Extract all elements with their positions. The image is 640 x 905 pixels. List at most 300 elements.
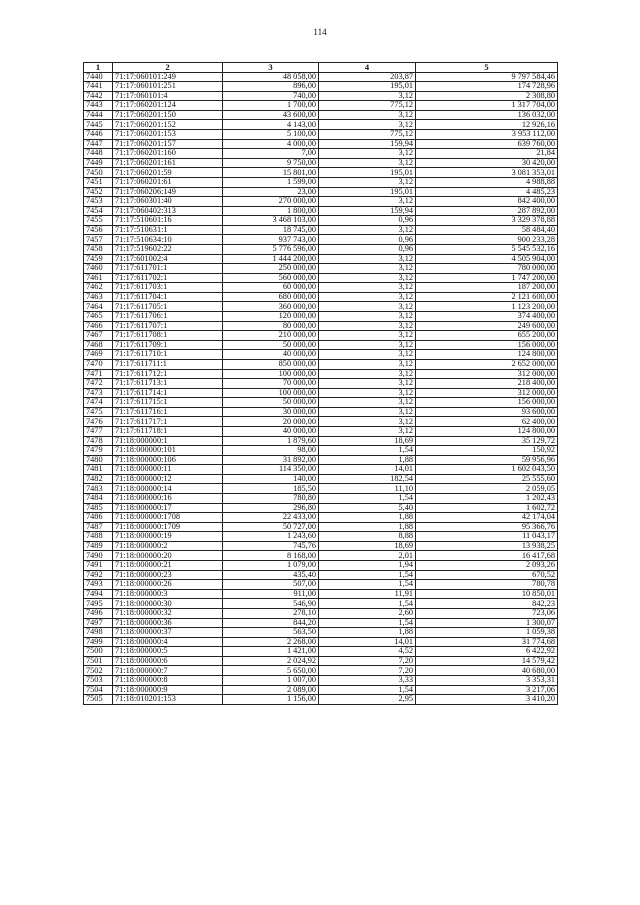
area-cell: 1 800,00	[223, 206, 319, 216]
table-row	[84, 656, 558, 666]
row-number-cell: 7498	[84, 628, 113, 638]
rate-cell: 8,88	[319, 532, 416, 542]
table-row	[84, 465, 558, 475]
value-cell: 1 602 043,50	[416, 465, 558, 475]
cadastral-number-cell: 71:18:000000:37	[113, 628, 223, 638]
area-cell: 250 000,00	[223, 264, 319, 274]
table-row	[84, 177, 558, 187]
row-number-cell: 7479	[84, 446, 113, 456]
value-cell: 3 329 378,88	[416, 216, 558, 226]
area-cell: 546,90	[223, 599, 319, 609]
value-cell: 11 043,17	[416, 532, 558, 542]
table-row	[84, 197, 558, 207]
row-number-cell: 7441	[84, 82, 113, 92]
header-row	[84, 63, 558, 73]
cadastral-number-cell: 71:18:000000:3	[113, 589, 223, 599]
area-cell: 15 801,00	[223, 168, 319, 178]
rate-cell: 0,96	[319, 216, 416, 226]
area-cell: 3 468 103,00	[223, 216, 319, 226]
rate-cell: 3,12	[319, 369, 416, 379]
table-row	[84, 264, 558, 274]
page-number: 114	[313, 27, 327, 37]
table-row	[84, 244, 558, 254]
cadastral-number-cell: 71:18:000000:23	[113, 570, 223, 580]
value-cell: 3 353,31	[416, 676, 558, 686]
rate-cell: 159,94	[319, 139, 416, 149]
table-row	[84, 446, 558, 456]
table-row	[84, 139, 558, 149]
area-cell: 60 000,00	[223, 283, 319, 293]
area-cell: 911,00	[223, 589, 319, 599]
row-number-cell: 7478	[84, 436, 113, 446]
row-number-cell: 7504	[84, 685, 113, 695]
cadastral-number-cell: 71:17:611706:1	[113, 312, 223, 322]
value-cell: 2 308,80	[416, 91, 558, 101]
area-cell: 210 000,00	[223, 331, 319, 341]
row-number-cell: 7443	[84, 101, 113, 111]
column-header-3: 3	[223, 63, 319, 73]
row-number-cell: 7453	[84, 197, 113, 207]
table-row	[84, 273, 558, 283]
value-cell: 3 953 112,00	[416, 130, 558, 140]
area-cell: 296,80	[223, 503, 319, 513]
row-number-cell: 7465	[84, 312, 113, 322]
area-cell: 40 000,00	[223, 350, 319, 360]
row-number-cell: 7472	[84, 379, 113, 389]
value-cell: 3 410,20	[416, 695, 558, 705]
row-number-cell: 7489	[84, 541, 113, 551]
table-row	[84, 695, 558, 705]
table-row	[84, 503, 558, 513]
rate-cell: 1,88	[319, 628, 416, 638]
row-number-cell: 7446	[84, 130, 113, 140]
value-cell: 842 400,00	[416, 197, 558, 207]
table-row	[84, 666, 558, 676]
cadastral-number-cell: 71:18:000000:1709	[113, 522, 223, 532]
rate-cell: 3,12	[319, 340, 416, 350]
row-number-cell: 7494	[84, 589, 113, 599]
value-cell: 780,78	[416, 580, 558, 590]
table-body	[84, 72, 558, 704]
rate-cell: 1,54	[319, 494, 416, 504]
value-cell: 842,23	[416, 599, 558, 609]
cadastral-number-cell: 71:17:519602:22	[113, 244, 223, 254]
cadastral-number-cell: 71:18:000000:26	[113, 580, 223, 590]
table-row	[84, 120, 558, 130]
area-cell: 7,00	[223, 149, 319, 159]
value-cell: 187 200,00	[416, 283, 558, 293]
row-number-cell: 7442	[84, 91, 113, 101]
table-row	[84, 369, 558, 379]
cadastral-number-cell: 71:18:000000:9	[113, 685, 223, 695]
cadastral-number-cell: 71:17:611713:1	[113, 379, 223, 389]
table-row	[84, 398, 558, 408]
area-cell: 100 000,00	[223, 388, 319, 398]
column-header-5: 5	[416, 63, 558, 73]
rate-cell: 195,01	[319, 82, 416, 92]
table-row	[84, 321, 558, 331]
area-cell: 20 000,00	[223, 417, 319, 427]
rate-cell: 1,54	[319, 599, 416, 609]
area-cell: 114 350,00	[223, 465, 319, 475]
area-cell: 98,00	[223, 446, 319, 456]
area-cell: 40 000,00	[223, 426, 319, 436]
value-cell: 12 926,16	[416, 120, 558, 130]
area-cell: 680 000,00	[223, 292, 319, 302]
rate-cell: 195,01	[319, 187, 416, 197]
rate-cell: 1,54	[319, 580, 416, 590]
value-cell: 1 300,07	[416, 618, 558, 628]
value-cell: 58 484,40	[416, 225, 558, 235]
row-number-cell: 7501	[84, 656, 113, 666]
table-row	[84, 522, 558, 532]
value-cell: 287 892,00	[416, 206, 558, 216]
table-row	[84, 513, 558, 523]
value-cell: 1 123 200,00	[416, 302, 558, 312]
area-cell: 850 000,00	[223, 359, 319, 369]
area-cell: 140,00	[223, 474, 319, 484]
table-row	[84, 302, 558, 312]
cadastral-number-cell: 71:17:611702:1	[113, 273, 223, 283]
table-row	[84, 110, 558, 120]
rate-cell: 1,54	[319, 570, 416, 580]
rate-cell: 0,96	[319, 235, 416, 245]
row-number-cell: 7481	[84, 465, 113, 475]
table-row	[84, 426, 558, 436]
area-cell: 100 000,00	[223, 369, 319, 379]
cadastral-number-cell: 71:18:000000:30	[113, 599, 223, 609]
area-cell: 5 650,00	[223, 666, 319, 676]
row-number-cell: 7450	[84, 168, 113, 178]
table-row	[84, 292, 558, 302]
row-number-cell: 7464	[84, 302, 113, 312]
cadastral-number-cell: 71:17:060201:61	[113, 177, 223, 187]
table-row	[84, 417, 558, 427]
rate-cell: 3,12	[319, 321, 416, 331]
row-number-cell: 7475	[84, 407, 113, 417]
table-row	[84, 532, 558, 542]
value-cell: 3 081 353,01	[416, 168, 558, 178]
value-cell: 4 988,88	[416, 177, 558, 187]
value-cell: 174 728,96	[416, 82, 558, 92]
table-row	[84, 82, 558, 92]
rate-cell: 3,12	[319, 225, 416, 235]
table-row	[84, 350, 558, 360]
rate-cell: 18,69	[319, 436, 416, 446]
area-cell: 22 433,00	[223, 513, 319, 523]
value-cell: 14 579,42	[416, 656, 558, 666]
table-row	[84, 187, 558, 197]
rate-cell: 0,96	[319, 244, 416, 254]
cadastral-number-cell: 71:17:060101:251	[113, 82, 223, 92]
area-cell: 8 168,00	[223, 551, 319, 561]
table-row	[84, 474, 558, 484]
rate-cell: 3,12	[319, 158, 416, 168]
area-cell: 360 000,00	[223, 302, 319, 312]
value-cell: 21,84	[416, 149, 558, 159]
row-number-cell: 7483	[84, 484, 113, 494]
rate-cell: 4,52	[319, 647, 416, 657]
rate-cell: 3,12	[319, 312, 416, 322]
table-row	[84, 225, 558, 235]
cadastral-number-cell: 71:17:060301:40	[113, 197, 223, 207]
row-number-cell: 7487	[84, 522, 113, 532]
area-cell: 1 599,00	[223, 177, 319, 187]
cadastral-number-cell: 71:17:611714:1	[113, 388, 223, 398]
row-number-cell: 7461	[84, 273, 113, 283]
cadastral-number-cell: 71:18:000000:101	[113, 446, 223, 456]
rate-cell: 3,12	[319, 331, 416, 341]
value-cell: 312 000,00	[416, 388, 558, 398]
rate-cell: 3,12	[319, 292, 416, 302]
area-cell: 563,50	[223, 628, 319, 638]
value-cell: 2 093,26	[416, 561, 558, 571]
cadastral-number-cell: 71:17:060206:149	[113, 187, 223, 197]
area-cell: 30 000,00	[223, 407, 319, 417]
row-number-cell: 7502	[84, 666, 113, 676]
value-cell: 1 202,43	[416, 494, 558, 504]
area-cell: 2 089,00	[223, 685, 319, 695]
area-cell: 1 879,60	[223, 436, 319, 446]
rate-cell: 3,12	[319, 149, 416, 159]
cadastral-number-cell: 71:18:000000:1708	[113, 513, 223, 523]
rate-cell: 1,88	[319, 522, 416, 532]
table-row	[84, 570, 558, 580]
cadastral-number-cell: 71:18:000000:106	[113, 455, 223, 465]
row-number-cell: 7468	[84, 340, 113, 350]
table-row	[84, 618, 558, 628]
area-cell: 185,50	[223, 484, 319, 494]
cadastral-value-table	[83, 62, 558, 705]
row-number-cell: 7471	[84, 369, 113, 379]
row-number-cell: 7482	[84, 474, 113, 484]
row-number-cell: 7451	[84, 177, 113, 187]
value-cell: 723,06	[416, 608, 558, 618]
table-row	[84, 599, 558, 609]
cadastral-number-cell: 71:17:611716:1	[113, 407, 223, 417]
rate-cell: 3,12	[319, 350, 416, 360]
area-cell: 844,20	[223, 618, 319, 628]
table-row	[84, 168, 558, 178]
value-cell: 124 800,00	[416, 350, 558, 360]
area-cell: 1 243,60	[223, 532, 319, 542]
cadastral-number-cell: 71:17:060101:4	[113, 91, 223, 101]
area-cell: 4 000,00	[223, 139, 319, 149]
area-cell: 9 750,00	[223, 158, 319, 168]
table-row	[84, 589, 558, 599]
cadastral-number-cell: 71:17:060101:249	[113, 72, 223, 82]
rate-cell: 203,87	[319, 72, 416, 82]
row-number-cell: 7497	[84, 618, 113, 628]
table-row	[84, 676, 558, 686]
table-row	[84, 331, 558, 341]
row-number-cell: 7458	[84, 244, 113, 254]
row-number-cell: 7452	[84, 187, 113, 197]
table-row	[84, 580, 558, 590]
rate-cell: 7,20	[319, 656, 416, 666]
value-cell: 2 652 000,00	[416, 359, 558, 369]
rate-cell: 3,12	[319, 91, 416, 101]
value-cell: 156 000,00	[416, 398, 558, 408]
cadastral-number-cell: 71:18:000000:21	[113, 561, 223, 571]
row-number-cell: 7447	[84, 139, 113, 149]
cadastral-number-cell: 71:18:000000:6	[113, 656, 223, 666]
area-cell: 937 743,00	[223, 235, 319, 245]
row-number-cell: 7455	[84, 216, 113, 226]
rate-cell: 3,12	[319, 254, 416, 264]
cadastral-number-cell: 71:18:000000:8	[113, 676, 223, 686]
rate-cell: 3,12	[319, 197, 416, 207]
cadastral-number-cell: 71:17:611711:1	[113, 359, 223, 369]
table-row	[84, 541, 558, 551]
value-cell: 3 217,06	[416, 685, 558, 695]
area-cell: 1 444 200,00	[223, 254, 319, 264]
rate-cell: 195,01	[319, 168, 416, 178]
table-row	[84, 254, 558, 264]
row-number-cell: 7460	[84, 264, 113, 274]
value-cell: 4 485,23	[416, 187, 558, 197]
cadastral-number-cell: 71:18:000000:36	[113, 618, 223, 628]
cadastral-number-cell: 71:17:611718:1	[113, 426, 223, 436]
cadastral-number-cell: 71:18:000000:14	[113, 484, 223, 494]
rate-cell: 2,60	[319, 608, 416, 618]
area-cell: 896,00	[223, 82, 319, 92]
table-row	[84, 101, 558, 111]
area-cell: 43 600,00	[223, 110, 319, 120]
rate-cell: 3,12	[319, 417, 416, 427]
value-cell: 9 797 584,46	[416, 72, 558, 82]
row-number-cell: 7449	[84, 158, 113, 168]
row-number-cell: 7445	[84, 120, 113, 130]
area-cell: 2 268,00	[223, 637, 319, 647]
value-cell: 655 200,00	[416, 331, 558, 341]
rate-cell: 18,69	[319, 541, 416, 551]
value-cell: 156 000,00	[416, 340, 558, 350]
rate-cell: 3,12	[319, 283, 416, 293]
value-cell: 218 400,00	[416, 379, 558, 389]
row-number-cell: 7476	[84, 417, 113, 427]
area-cell: 1 079,00	[223, 561, 319, 571]
table-row	[84, 283, 558, 293]
cadastral-number-cell: 71:17:611701:1	[113, 264, 223, 274]
value-cell: 40 680,00	[416, 666, 558, 676]
row-number-cell: 7486	[84, 513, 113, 523]
rate-cell: 7,20	[319, 666, 416, 676]
row-number-cell: 7444	[84, 110, 113, 120]
cadastral-number-cell: 71:17:611705:1	[113, 302, 223, 312]
rate-cell: 3,12	[319, 426, 416, 436]
value-cell: 59 956,96	[416, 455, 558, 465]
table-row	[84, 206, 558, 216]
value-cell: 312 000,00	[416, 369, 558, 379]
rate-cell: 3,12	[319, 379, 416, 389]
cadastral-number-cell: 71:18:000000:16	[113, 494, 223, 504]
value-cell: 249 600,00	[416, 321, 558, 331]
column-header-4: 4	[319, 63, 416, 73]
value-cell: 10 850,01	[416, 589, 558, 599]
rate-cell: 3,12	[319, 388, 416, 398]
value-cell: 2 121 600,00	[416, 292, 558, 302]
area-cell: 50 000,00	[223, 340, 319, 350]
rate-cell: 2,01	[319, 551, 416, 561]
rate-cell: 1,54	[319, 618, 416, 628]
table-row	[84, 628, 558, 638]
row-number-cell: 7496	[84, 608, 113, 618]
rate-cell: 1,88	[319, 455, 416, 465]
table-row	[84, 685, 558, 695]
table-row	[84, 340, 558, 350]
cadastral-number-cell: 71:18:000000:17	[113, 503, 223, 513]
table-row	[84, 436, 558, 446]
value-cell: 780 000,00	[416, 264, 558, 274]
rate-cell: 3,12	[319, 407, 416, 417]
value-cell: 1 747 200,00	[416, 273, 558, 283]
row-number-cell: 7492	[84, 570, 113, 580]
table-row	[84, 494, 558, 504]
rate-cell: 3,33	[319, 676, 416, 686]
value-cell: 25 555,60	[416, 474, 558, 484]
value-cell: 30 420,00	[416, 158, 558, 168]
row-number-cell: 7477	[84, 426, 113, 436]
cadastral-number-cell: 71:18:000000:1	[113, 436, 223, 446]
value-cell: 6 422,92	[416, 647, 558, 657]
cadastral-number-cell: 71:17:510631:1	[113, 225, 223, 235]
area-cell: 278,10	[223, 608, 319, 618]
cadastral-number-cell: 71:17:060201:150	[113, 110, 223, 120]
rate-cell: 1,94	[319, 561, 416, 571]
cadastral-number-cell: 71:18:000000:20	[113, 551, 223, 561]
rate-cell: 14,01	[319, 465, 416, 475]
rate-cell: 775,12	[319, 101, 416, 111]
table-row	[84, 551, 558, 561]
table-header	[84, 63, 558, 73]
row-number-cell: 7463	[84, 292, 113, 302]
rate-cell: 11,91	[319, 589, 416, 599]
cadastral-number-cell: 71:17:060201:59	[113, 168, 223, 178]
value-cell: 900 233,28	[416, 235, 558, 245]
table-row	[84, 72, 558, 82]
area-cell: 50 000,00	[223, 398, 319, 408]
cadastral-number-cell: 71:17:060402:313	[113, 206, 223, 216]
area-cell: 70 000,00	[223, 379, 319, 389]
area-cell: 270 000,00	[223, 197, 319, 207]
area-cell: 1 421,00	[223, 647, 319, 657]
cadastral-number-cell: 71:17:611703:1	[113, 283, 223, 293]
cadastral-number-cell: 71:17:611712:1	[113, 369, 223, 379]
table-row	[84, 379, 558, 389]
rate-cell: 11,10	[319, 484, 416, 494]
value-cell: 62 400,00	[416, 417, 558, 427]
row-number-cell: 7500	[84, 647, 113, 657]
rate-cell: 3,12	[319, 177, 416, 187]
row-number-cell: 7480	[84, 455, 113, 465]
value-cell: 1 059,38	[416, 628, 558, 638]
cadastral-number-cell: 71:18:000000:5	[113, 647, 223, 657]
row-number-cell: 7503	[84, 676, 113, 686]
row-number-cell: 7467	[84, 331, 113, 341]
area-cell: 48 058,00	[223, 72, 319, 82]
area-cell: 780,80	[223, 494, 319, 504]
area-cell: 4 143,00	[223, 120, 319, 130]
rate-cell: 3,12	[319, 398, 416, 408]
area-cell: 740,00	[223, 91, 319, 101]
value-cell: 1 602,72	[416, 503, 558, 513]
area-cell: 1 156,00	[223, 695, 319, 705]
cadastral-number-cell: 71:18:000000:11	[113, 465, 223, 475]
value-cell: 93 600,00	[416, 407, 558, 417]
rate-cell: 3,12	[319, 264, 416, 274]
value-cell: 670,52	[416, 570, 558, 580]
